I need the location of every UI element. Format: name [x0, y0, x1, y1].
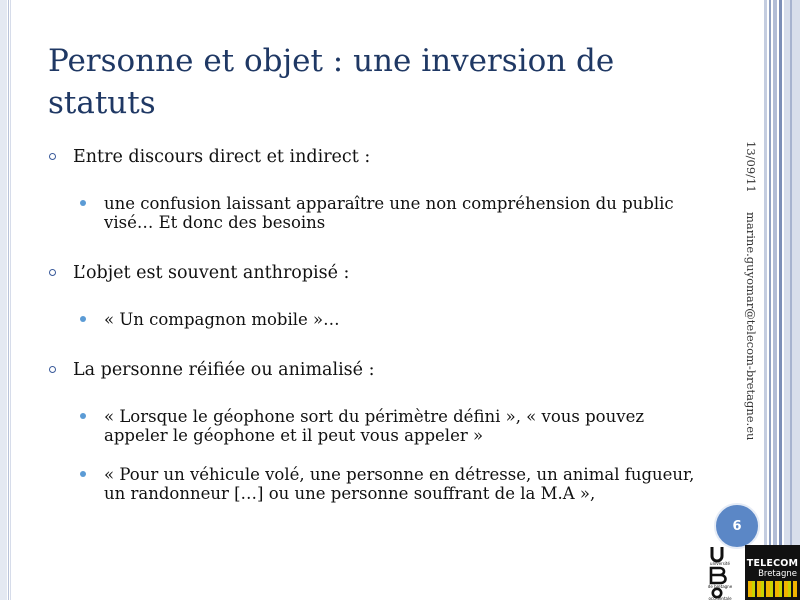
telecom-logo-text: TELECOM	[746, 558, 799, 569]
circle-bullet-icon	[49, 366, 56, 373]
footer-email: marine.guyomar@telecom-bretagne.eu	[744, 212, 758, 441]
bretagne-logo-text: Bretagne	[758, 569, 797, 579]
sub-bullet-item	[48, 407, 708, 445]
circle-bullet-icon	[49, 269, 56, 276]
footer-date: 13/09/11	[744, 141, 758, 193]
svg-text:université: université	[710, 561, 730, 566]
circle-bullet-icon	[49, 153, 56, 160]
dot-bullet-icon	[80, 413, 86, 419]
dot-bullet-icon	[80, 200, 86, 206]
sub-bullet-text: « Un compagnon mobile »…	[104, 310, 340, 329]
telecom-bretagne-logo-icon	[745, 545, 800, 600]
bullet-item	[48, 262, 708, 284]
sub-bullet-text: « Pour un véhicule volé, une personne en détresse, un animal fugueur, un randonneur […] ou une personne souffrant de la M.A »,	[104, 465, 695, 503]
sub-bullet-text: « Lorsque le géophone sort du périmètre défini », « vous pouvez appeler le géophone et il peut vous appeler »	[104, 407, 645, 445]
sub-bullet-item	[48, 194, 708, 232]
slide-title: Personne et objet : une inversion de statuts	[48, 43, 615, 121]
svg-text:occidentale: occidentale	[708, 596, 732, 600]
svg-text:de bretagne: de bretagne	[707, 584, 733, 589]
bullet-text: Entre discours direct et indirect :	[73, 147, 371, 167]
left-decorative-stripes	[0, 0, 14, 600]
bullet-item	[48, 359, 708, 381]
bullet-item	[48, 146, 708, 168]
bullet-text: L’objet est souvent anthropisé :	[73, 263, 350, 283]
bullet-text: La personne réifiée ou animalisé :	[73, 360, 375, 380]
right-decorative-stripes	[764, 0, 800, 600]
dot-bullet-icon	[80, 316, 86, 322]
sub-bullet-text: une confusion laissant apparaître une non compréhension du public visé… Et donc des besoins	[104, 194, 674, 232]
slide-content	[48, 146, 708, 503]
sub-bullet-item	[48, 465, 708, 503]
universite-bretagne-occidentale-logo-icon	[700, 544, 740, 600]
dot-bullet-icon	[80, 471, 86, 477]
sub-bullet-item	[48, 310, 708, 329]
page-number-badge: 6	[714, 503, 760, 549]
